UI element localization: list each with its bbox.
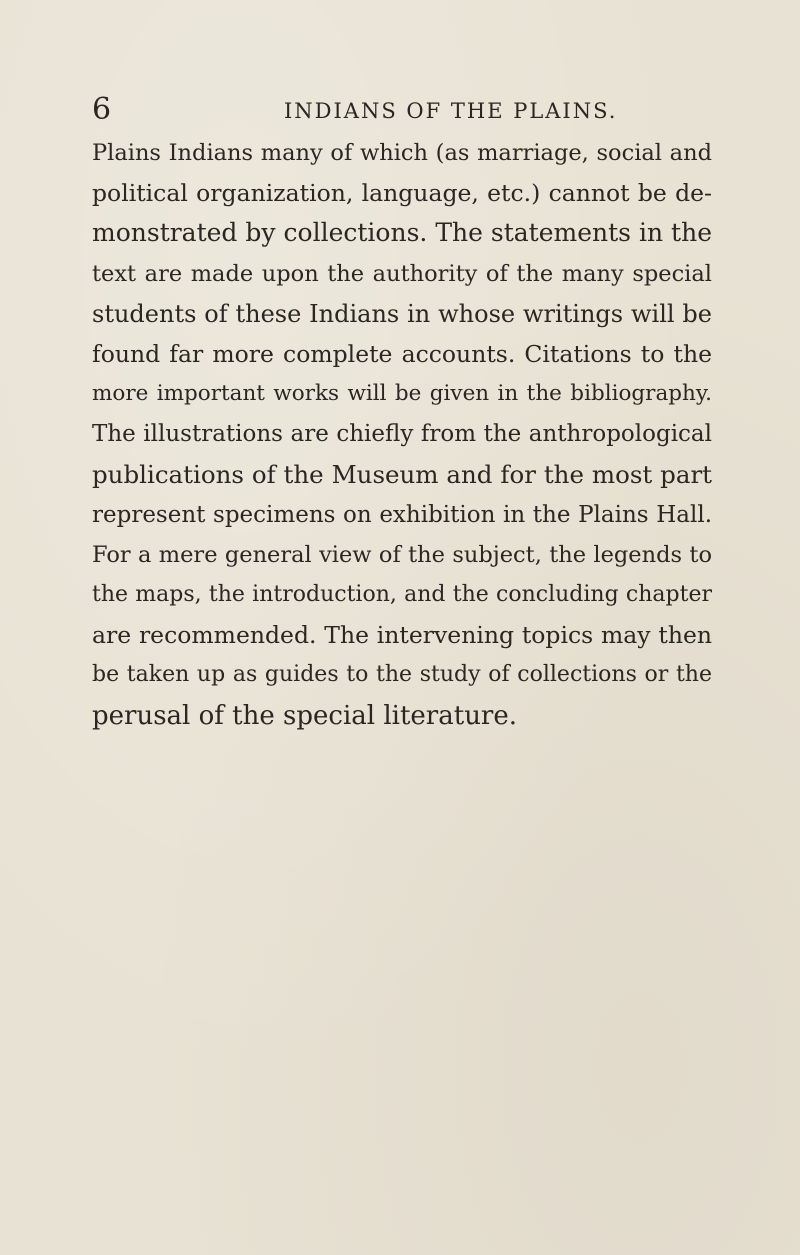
- text-line: represent specimens on exhibition in the Plains Hall.: [92, 501, 712, 528]
- text-line: more important works will be given in the bibliography.: [92, 381, 712, 407]
- text-line: the maps, the introduction, and the concluding chapter: [92, 582, 712, 608]
- text-line: students of these Indians in whose writings will be: [92, 299, 712, 328]
- text-line: perusal of the special literature.: [92, 700, 518, 731]
- text-line: monstrated by collections. The statements in the: [92, 218, 712, 248]
- text-line: are recommended. The intervening topics may then: [92, 621, 712, 650]
- text-line: For a mere general view of the subject, the legends to: [92, 541, 712, 568]
- text-line: publications of the Museum and for the most part: [92, 459, 712, 489]
- text-line: The illustrations are chiefly from the anthropological: [92, 421, 712, 448]
- body-paragraph: [92, 133, 712, 736]
- text-line: found far more complete accounts. Citations to the: [92, 339, 712, 368]
- text-line: be taken up as guides to the study of collections or the: [92, 662, 712, 688]
- running-head: [92, 92, 708, 128]
- text-line: text are made upon the authority of the many special: [92, 260, 712, 287]
- text-line: political organization, language, etc.) cannot be de-: [92, 179, 712, 208]
- page-number: 6: [92, 92, 112, 127]
- text-line: Plains Indians many of which (as marriage, social and: [92, 140, 712, 166]
- running-head-title: INDIANS OF THE PLAINS.: [284, 99, 618, 123]
